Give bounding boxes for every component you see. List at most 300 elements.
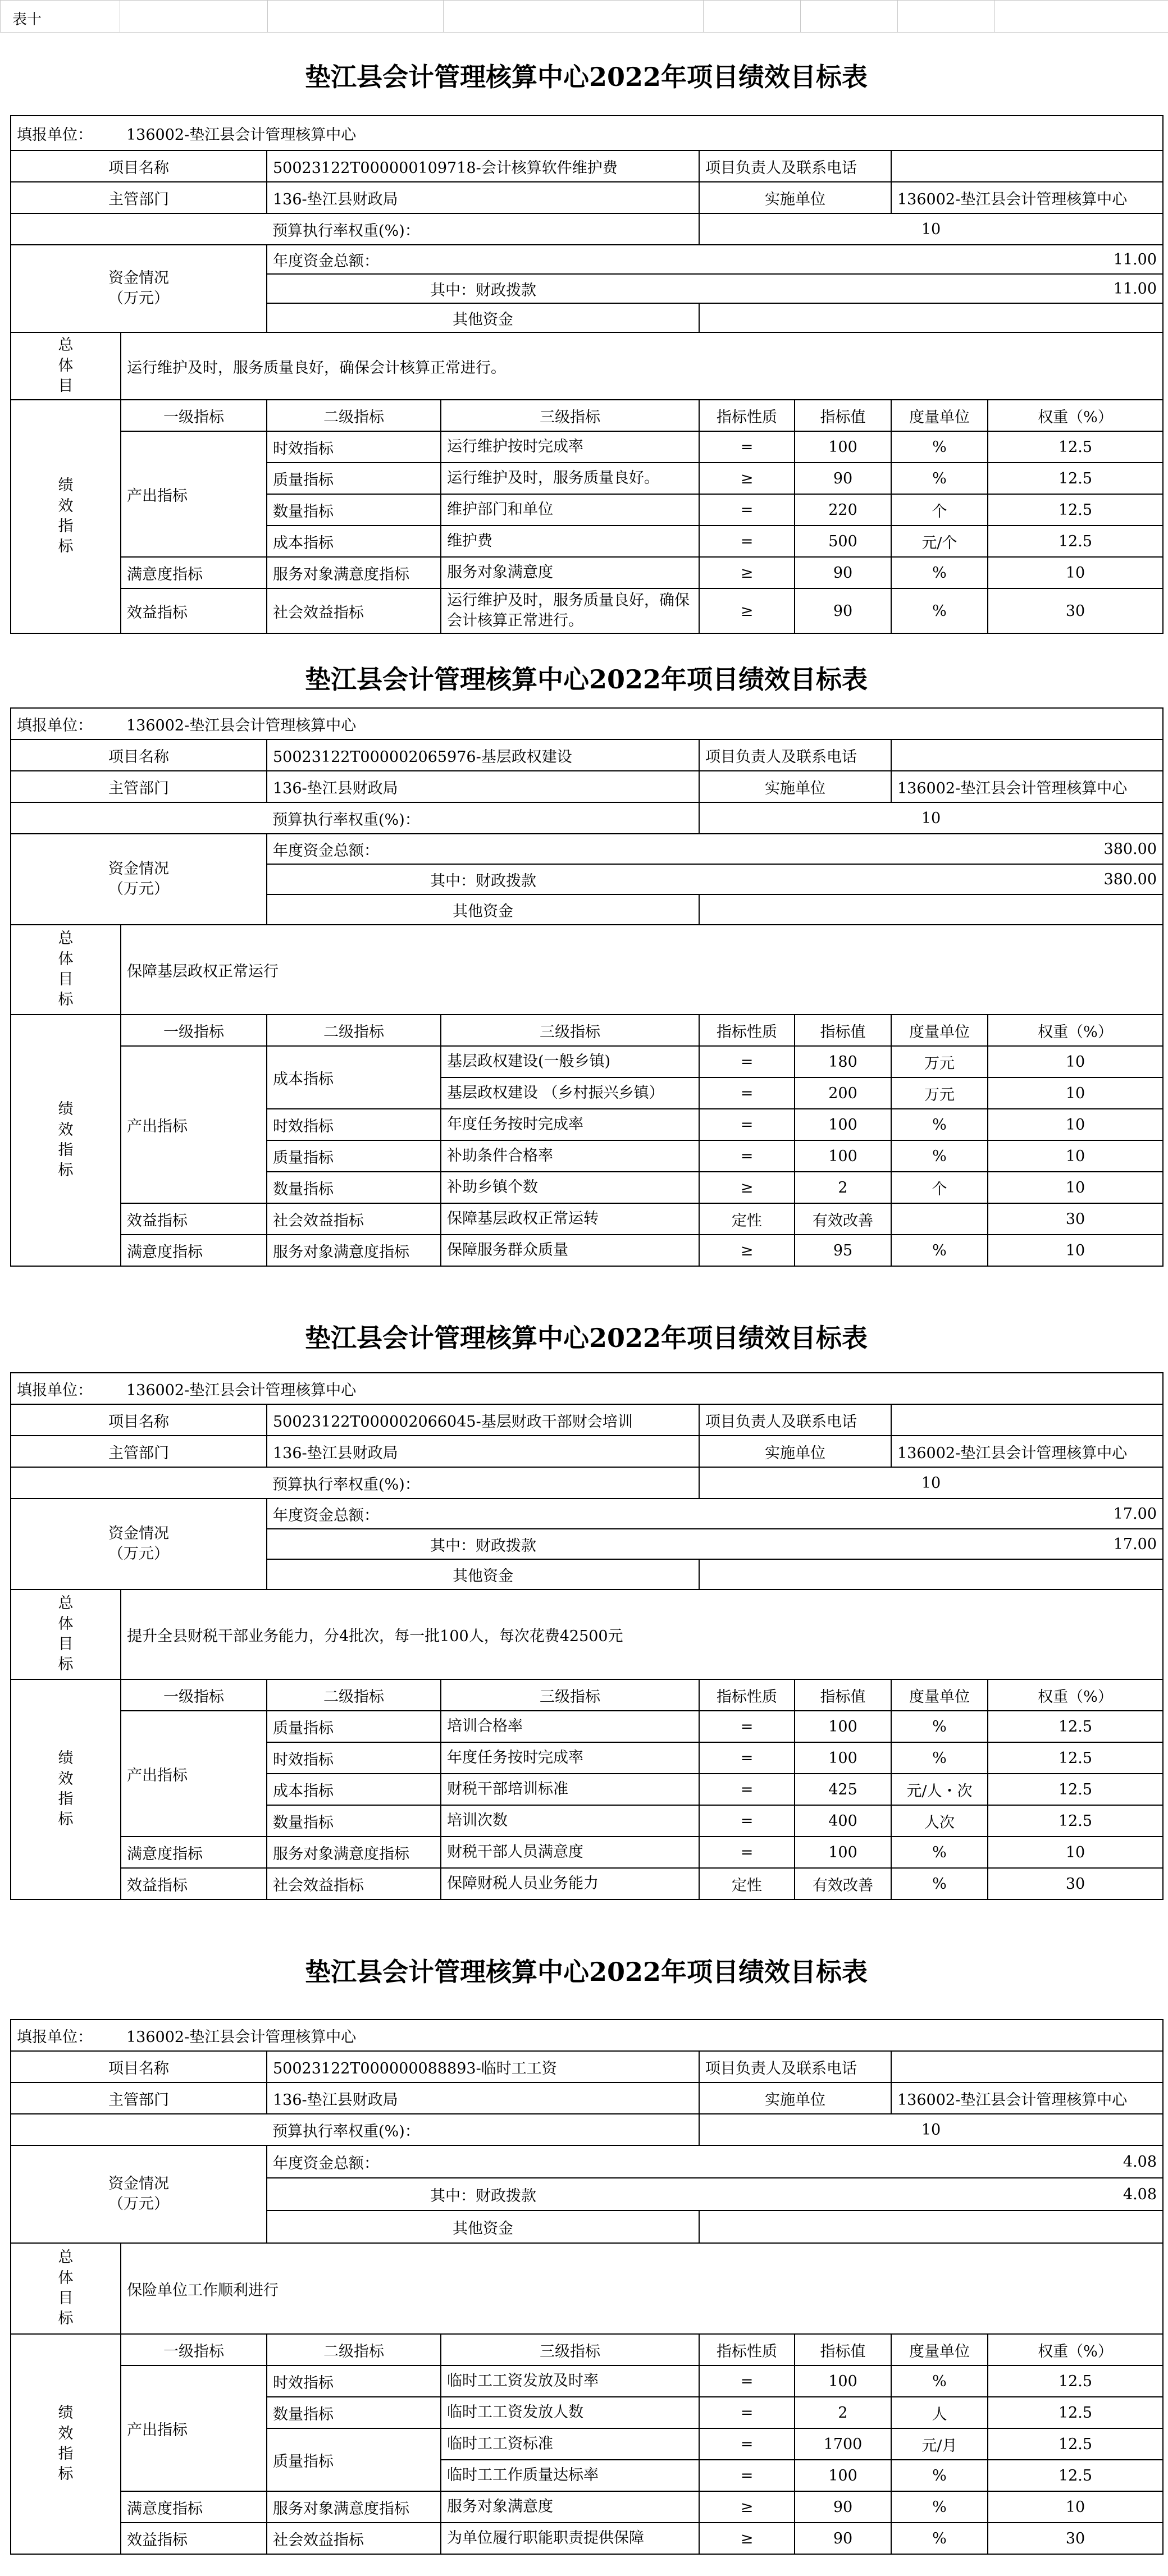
- indicator-weight: 12.5: [988, 526, 1163, 557]
- indicator-weight: 30: [988, 588, 1163, 633]
- performance-table-section: [10, 651, 1162, 1267]
- fund-total-value: 11.00: [699, 245, 1163, 274]
- indicator-unit: 元/月: [891, 2428, 988, 2460]
- indicator-weight: 12.5: [988, 1774, 1163, 1805]
- budget-weight-row: [11, 213, 1163, 245]
- performance-label-text: 绩 效 指 标: [58, 1750, 74, 1829]
- unit-label: 填报单位：: [11, 2020, 121, 2051]
- indicator-value: 400: [795, 1805, 891, 1837]
- indicator-level3: 为单位履行职能职责提供保障: [441, 2523, 699, 2554]
- overall-goal-label: [11, 1590, 121, 1679]
- indicator-level1: 满意度指标: [121, 2491, 267, 2523]
- overall-goal-text: 运行维护及时，服务质量良好，确保会计核算正常进行。: [121, 332, 1163, 400]
- indicator-level2: 时效指标: [267, 2365, 441, 2397]
- budget-weight-value: 10: [699, 1467, 1163, 1499]
- budget-weight-row: [11, 1467, 1163, 1499]
- impl-label: 实施单位: [699, 2082, 891, 2114]
- indicator-weight: 30: [988, 2523, 1163, 2554]
- indicator-nature: 定性: [699, 1203, 795, 1235]
- indicator-header: 三级指标: [441, 2334, 699, 2365]
- indicator-row: [11, 2491, 1163, 2523]
- fund-other-value: [699, 1559, 1163, 1590]
- indicator-nature: ≥: [699, 2491, 795, 2523]
- unit-value: 136002-垫江县会计管理核算中心: [121, 116, 1163, 150]
- indicator-level1: 满意度指标: [121, 557, 267, 588]
- impl-value: 136002-垫江县会计管理核算中心: [891, 182, 1163, 213]
- overall-goal-row: [11, 332, 1163, 400]
- indicator-nature: =: [699, 1742, 795, 1774]
- indicator-level2: 质量指标: [267, 2428, 441, 2491]
- indicator-weight: 10: [988, 2491, 1163, 2523]
- indicator-header-row: [11, 1679, 1163, 1711]
- fund-total-label: 年度资金总额：: [267, 834, 699, 864]
- leader-label: 项目负责人及联系电话: [699, 1404, 891, 1436]
- overall-goal-text: 保障基层政权正常运行: [121, 925, 1163, 1015]
- unit-value: 136002-垫江县会计管理核算中心: [121, 2020, 1163, 2051]
- indicator-nature: =: [699, 2365, 795, 2397]
- indicator-header: 一级指标: [121, 1015, 267, 1046]
- indicator-unit: 人: [891, 2397, 988, 2428]
- indicator-value: 100: [795, 2460, 891, 2491]
- indicator-value: 425: [795, 1774, 891, 1805]
- indicator-header: 指标值: [795, 1015, 891, 1046]
- unit-value: 136002-垫江县会计管理核算中心: [121, 1373, 1163, 1404]
- project-row: [11, 739, 1163, 771]
- overall-goal-text: 提升全县财税干部业务能力，分4批次，每一批100人，每次花费42500元: [121, 1590, 1163, 1679]
- fund-label-line2: （万元）: [108, 2195, 169, 2213]
- indicator-value: 2: [795, 1172, 891, 1203]
- project-label: 项目名称: [11, 739, 267, 771]
- indicator-level3: 财税干部培训标准: [441, 1774, 699, 1805]
- indicator-level2: 服务对象满意度指标: [267, 2491, 441, 2523]
- indicator-weight: 12.5: [988, 463, 1163, 494]
- indicator-header: 指标性质: [699, 400, 795, 431]
- indicator-unit: %: [891, 1109, 988, 1140]
- indicator-unit: 人次: [891, 1805, 988, 1837]
- indicator-weight: 10: [988, 1109, 1163, 1140]
- fund-total-row: [11, 2145, 1163, 2178]
- overall-goal-label: [11, 2243, 121, 2334]
- indicator-header-row: [11, 1015, 1163, 1046]
- indicator-level3: 服务对象满意度: [441, 557, 699, 588]
- indicator-weight: 12.5: [988, 1711, 1163, 1742]
- indicator-value: 180: [795, 1046, 891, 1077]
- performance-label-text: 绩 效 指 标: [58, 477, 74, 556]
- indicator-level3: 补助条件合格率: [441, 1140, 699, 1172]
- project-name: 50023122T000002066045-基层财政干部财会培训: [267, 1404, 699, 1436]
- fund-label: [11, 1499, 267, 1590]
- fund-fiscal-label: 其中：财政拨款: [267, 864, 699, 894]
- fund-total-label: 年度资金总额：: [267, 2145, 699, 2178]
- indicator-level2: 服务对象满意度指标: [267, 557, 441, 588]
- dept-label: 主管部门: [11, 182, 267, 213]
- overall-goal-row: [11, 1590, 1163, 1679]
- indicator-header: 度量单位: [891, 2334, 988, 2365]
- fund-fiscal-label: 其中：财政拨款: [267, 2178, 699, 2210]
- indicator-value: 有效改善: [795, 1203, 891, 1235]
- project-label: 项目名称: [11, 150, 267, 182]
- indicator-unit: 万元: [891, 1077, 988, 1109]
- indicator-level3: 年度任务按时完成率: [441, 1742, 699, 1774]
- page-label: 表十: [12, 11, 42, 28]
- fund-other-label: 其他资金: [267, 1559, 699, 1590]
- leader-label: 项目负责人及联系电话: [699, 150, 891, 182]
- unit-label: 填报单位：: [11, 708, 121, 739]
- indicator-header: 一级指标: [121, 1679, 267, 1711]
- fund-label: [11, 2145, 267, 2243]
- indicator-unit: %: [891, 2523, 988, 2554]
- unit-label: 填报单位：: [11, 1373, 121, 1404]
- indicator-row: [11, 1837, 1163, 1868]
- indicator-level2: 社会效益指标: [267, 588, 441, 633]
- unit-row: [11, 1373, 1163, 1404]
- unit-row: [11, 116, 1163, 150]
- fund-other-value: [699, 2210, 1163, 2243]
- indicator-row: [11, 1046, 1163, 1077]
- indicator-weight: 10: [988, 1077, 1163, 1109]
- fund-other-value: [699, 894, 1163, 925]
- indicator-header: 度量单位: [891, 400, 988, 431]
- impl-value: 136002-垫江县会计管理核算中心: [891, 1436, 1163, 1467]
- performance-label: [11, 2334, 121, 2554]
- indicator-unit: %: [891, 1235, 988, 1266]
- indicator-level2: 时效指标: [267, 1109, 441, 1140]
- indicator-level3: 保障基层政权正常运转: [441, 1203, 699, 1235]
- indicator-header: 二级指标: [267, 1015, 441, 1046]
- dept-label: 主管部门: [11, 771, 267, 802]
- overall-goal-label-text: 总 体 目 标: [58, 930, 74, 1009]
- indicator-level3: 运行维护按时完成率: [441, 431, 699, 463]
- indicator-header: 二级指标: [267, 400, 441, 431]
- indicator-level1: 产出指标: [121, 431, 267, 557]
- indicator-nature: ≥: [699, 1172, 795, 1203]
- goal-table: [10, 707, 1164, 1267]
- indicator-nature: =: [699, 494, 795, 526]
- indicator-nature: ≥: [699, 557, 795, 588]
- indicator-level3: 财税干部人员满意度: [441, 1837, 699, 1868]
- fund-total-label: 年度资金总额：: [267, 1499, 699, 1529]
- indicator-header: 三级指标: [441, 1015, 699, 1046]
- dept-value: 136-垫江县财政局: [267, 182, 699, 213]
- indicator-value: 100: [795, 1140, 891, 1172]
- project-label: 项目名称: [11, 1404, 267, 1436]
- performance-label: [11, 400, 121, 633]
- indicator-level3: 服务对象满意度: [441, 2491, 699, 2523]
- indicator-value: 90: [795, 557, 891, 588]
- indicator-level1: 产出指标: [121, 2365, 267, 2491]
- indicator-level2: 时效指标: [267, 1742, 441, 1774]
- indicator-nature: ≥: [699, 588, 795, 633]
- indicator-value: 1700: [795, 2428, 891, 2460]
- indicator-weight: 12.5: [988, 2397, 1163, 2428]
- indicator-level3: 临时工工资发放人数: [441, 2397, 699, 2428]
- budget-weight-label: 预算执行率权重(%)：: [267, 802, 699, 834]
- fund-other-label: 其他资金: [267, 303, 699, 332]
- indicator-nature: =: [699, 526, 795, 557]
- indicator-level3: 维护费: [441, 526, 699, 557]
- indicator-level3: 基层政权建设 （乡村振兴乡镇）: [441, 1077, 699, 1109]
- dept-value: 136-垫江县财政局: [267, 1436, 699, 1467]
- indicator-header: 指标性质: [699, 1679, 795, 1711]
- fund-label: [11, 245, 267, 332]
- dept-value: 136-垫江县财政局: [267, 2082, 699, 2114]
- indicator-unit: %: [891, 2460, 988, 2491]
- indicator-nature: ≥: [699, 2523, 795, 2554]
- indicator-level1: 效益指标: [121, 588, 267, 633]
- indicator-weight: 12.5: [988, 494, 1163, 526]
- indicator-weight: 12.5: [988, 1805, 1163, 1837]
- dept-label: 主管部门: [11, 1436, 267, 1467]
- indicator-header: 二级指标: [267, 2334, 441, 2365]
- fund-total-value: 380.00: [699, 834, 1163, 864]
- indicator-header: 一级指标: [121, 400, 267, 431]
- dept-label: 主管部门: [11, 2082, 267, 2114]
- impl-label: 实施单位: [699, 182, 891, 213]
- table-title: 垫江县会计管理核算中心2022年项目绩效目标表: [304, 1323, 868, 1353]
- performance-label: [11, 1015, 121, 1266]
- performance-table-section: [10, 1925, 1162, 2555]
- indicator-value: 90: [795, 588, 891, 633]
- indicator-level3: 临时工工作质量达标率: [441, 2460, 699, 2491]
- indicator-row: [11, 2365, 1163, 2397]
- department-row: [11, 2082, 1163, 2114]
- leader-value: [891, 739, 1163, 771]
- indicator-weight: 10: [988, 1172, 1163, 1203]
- unit-row: [11, 2020, 1163, 2051]
- performance-table-section: [10, 39, 1162, 634]
- indicator-header: 权重（%）: [988, 1679, 1163, 1711]
- indicator-weight: 12.5: [988, 1742, 1163, 1774]
- budget-weight-value: 10: [699, 213, 1163, 245]
- indicator-value: 220: [795, 494, 891, 526]
- indicator-weight: 10: [988, 1046, 1163, 1077]
- indicator-level3: 培训次数: [441, 1805, 699, 1837]
- indicator-level3: 补助乡镇个数: [441, 1172, 699, 1203]
- budget-weight-label: 预算执行率权重(%)：: [267, 1467, 699, 1499]
- indicator-level3: 培训合格率: [441, 1711, 699, 1742]
- indicator-header: 指标值: [795, 1679, 891, 1711]
- leader-value: [891, 1404, 1163, 1436]
- indicator-nature: =: [699, 2428, 795, 2460]
- indicator-value: 90: [795, 2523, 891, 2554]
- indicator-level3: 保障财税人员业务能力: [441, 1868, 699, 1899]
- indicator-weight: 12.5: [988, 431, 1163, 463]
- performance-label: [11, 1679, 121, 1899]
- fund-total-value: 4.08: [699, 2145, 1163, 2178]
- indicator-level2: 成本指标: [267, 526, 441, 557]
- fund-label: [11, 834, 267, 925]
- indicator-level3: 临时工工资发放及时率: [441, 2365, 699, 2397]
- budget-weight-blank: [11, 2114, 267, 2145]
- indicator-level3: 年度任务按时完成率: [441, 1109, 699, 1140]
- indicator-nature: =: [699, 1805, 795, 1837]
- indicator-nature: =: [699, 1774, 795, 1805]
- impl-value: 136002-垫江县会计管理核算中心: [891, 2082, 1163, 2114]
- indicator-value: 95: [795, 1235, 891, 1266]
- overall-goal-text: 保险单位工作顺利进行: [121, 2243, 1163, 2334]
- table-title: 垫江县会计管理核算中心2022年项目绩效目标表: [304, 62, 868, 92]
- indicator-unit: %: [891, 588, 988, 633]
- indicator-unit: %: [891, 463, 988, 494]
- impl-value: 136002-垫江县会计管理核算中心: [891, 771, 1163, 802]
- indicator-unit: %: [891, 1868, 988, 1899]
- indicator-value: 2: [795, 2397, 891, 2428]
- indicator-level1: 效益指标: [121, 1868, 267, 1899]
- budget-weight-value: 10: [699, 2114, 1163, 2145]
- fund-label-line2: （万元）: [108, 1545, 169, 1563]
- fund-fiscal-value: 380.00: [699, 864, 1163, 894]
- indicator-level2: 社会效益指标: [267, 2523, 441, 2554]
- goal-table: [10, 1372, 1164, 1900]
- indicator-header: 二级指标: [267, 1679, 441, 1711]
- fund-label-line1: 资金情况: [108, 860, 169, 878]
- overall-goal-label-text: 总 体 目 标: [58, 1595, 74, 1674]
- project-name: 50023122T000000109718-会计核算软件维护费: [267, 150, 699, 182]
- indicator-header: 三级指标: [441, 1679, 699, 1711]
- budget-weight-row: [11, 802, 1163, 834]
- indicator-level2: 成本指标: [267, 1774, 441, 1805]
- indicator-unit: %: [891, 2491, 988, 2523]
- indicator-header-row: [11, 2334, 1163, 2365]
- indicator-nature: =: [699, 1140, 795, 1172]
- indicator-weight: 10: [988, 1837, 1163, 1868]
- project-row: [11, 1404, 1163, 1436]
- fund-label-line1: 资金情况: [108, 2175, 169, 2193]
- fund-label-line1: 资金情况: [108, 269, 169, 287]
- department-row: [11, 182, 1163, 213]
- budget-weight-label: 预算执行率权重(%)：: [267, 213, 699, 245]
- indicator-weight: 30: [988, 1203, 1163, 1235]
- indicator-level2: 数量指标: [267, 1172, 441, 1203]
- fund-total-row: [11, 245, 1163, 274]
- indicator-level3: 临时工工资标准: [441, 2428, 699, 2460]
- fund-total-row: [11, 1499, 1163, 1529]
- indicator-header: 度量单位: [891, 1679, 988, 1711]
- indicator-level2: 数量指标: [267, 1805, 441, 1837]
- indicator-nature: =: [699, 2460, 795, 2491]
- table-title: 垫江县会计管理核算中心2022年项目绩效目标表: [304, 664, 868, 695]
- indicator-row: [11, 1203, 1163, 1235]
- indicator-weight: 10: [988, 1235, 1163, 1266]
- fund-label-line2: （万元）: [108, 290, 169, 307]
- indicator-row: [11, 588, 1163, 633]
- fund-other-label: 其他资金: [267, 894, 699, 925]
- indicator-unit: [891, 1203, 988, 1235]
- overall-goal-label: [11, 332, 121, 400]
- overall-goal-label-text: 总 体 目: [58, 336, 74, 395]
- indicator-unit: %: [891, 2365, 988, 2397]
- fund-label-line2: （万元）: [108, 880, 169, 898]
- budget-weight-row: [11, 2114, 1163, 2145]
- indicator-level3: 保障服务群众质量: [441, 1235, 699, 1266]
- indicator-level1: 满意度指标: [121, 1837, 267, 1868]
- fund-total-value: 17.00: [699, 1499, 1163, 1529]
- indicator-unit: %: [891, 1837, 988, 1868]
- indicator-nature: =: [699, 1077, 795, 1109]
- indicator-header: 指标值: [795, 400, 891, 431]
- overall-goal-row: [11, 2243, 1163, 2334]
- fund-fiscal-value: 4.08: [699, 2178, 1163, 2210]
- indicator-nature: =: [699, 1109, 795, 1140]
- budget-weight-blank: [11, 1467, 267, 1499]
- leader-label: 项目负责人及联系电话: [699, 739, 891, 771]
- budget-weight-value: 10: [699, 802, 1163, 834]
- indicator-header: 三级指标: [441, 400, 699, 431]
- indicator-value: 90: [795, 463, 891, 494]
- indicator-level2: 社会效益指标: [267, 1203, 441, 1235]
- indicator-header: 指标性质: [699, 2334, 795, 2365]
- indicator-value: 100: [795, 431, 891, 463]
- indicator-header: 一级指标: [121, 2334, 267, 2365]
- fund-fiscal-value: 11.00: [699, 274, 1163, 303]
- overall-goal-label: [11, 925, 121, 1015]
- indicator-level2: 服务对象满意度指标: [267, 1235, 441, 1266]
- indicator-row: [11, 431, 1163, 463]
- dept-value: 136-垫江县财政局: [267, 771, 699, 802]
- unit-label: 填报单位：: [11, 116, 121, 150]
- indicator-unit: 万元: [891, 1046, 988, 1077]
- indicator-level2: 社会效益指标: [267, 1868, 441, 1899]
- performance-table-section: [10, 1304, 1162, 1900]
- indicator-value: 有效改善: [795, 1868, 891, 1899]
- indicator-level1: 效益指标: [121, 2523, 267, 2554]
- indicator-level2: 服务对象满意度指标: [267, 1837, 441, 1868]
- indicator-weight: 12.5: [988, 2365, 1163, 2397]
- indicator-level1: 产出指标: [121, 1711, 267, 1837]
- indicator-row: [11, 1868, 1163, 1899]
- indicator-weight: 30: [988, 1868, 1163, 1899]
- performance-label-text: 绩 效 指 标: [58, 1100, 74, 1180]
- fund-total-row: [11, 834, 1163, 864]
- indicator-nature: ≥: [699, 1235, 795, 1266]
- impl-label: 实施单位: [699, 1436, 891, 1467]
- indicator-nature: =: [699, 1046, 795, 1077]
- indicator-nature: =: [699, 1711, 795, 1742]
- indicator-unit: 元/人・次: [891, 1774, 988, 1805]
- indicator-header: 权重（%）: [988, 1015, 1163, 1046]
- indicator-unit: %: [891, 557, 988, 588]
- performance-label-text: 绩 效 指 标: [58, 2404, 74, 2483]
- project-name: 50023122T000000088893-临时工工资: [267, 2051, 699, 2082]
- fund-label-line1: 资金情况: [108, 1524, 169, 1542]
- indicator-level1: 产出指标: [121, 1046, 267, 1203]
- project-row: [11, 150, 1163, 182]
- indicator-nature: 定性: [699, 1868, 795, 1899]
- unit-value: 136002-垫江县会计管理核算中心: [121, 708, 1163, 739]
- goal-table: [10, 2019, 1164, 2555]
- indicator-level2: 时效指标: [267, 431, 441, 463]
- indicator-weight: 10: [988, 1140, 1163, 1172]
- indicator-nature: ≥: [699, 463, 795, 494]
- indicator-unit: %: [891, 1742, 988, 1774]
- overall-goal-row: [11, 925, 1163, 1015]
- spreadsheet-top-grid: [0, 0, 1168, 33]
- indicator-value: 100: [795, 1711, 891, 1742]
- leader-label: 项目负责人及联系电话: [699, 2051, 891, 2082]
- indicator-weight: 10: [988, 557, 1163, 588]
- indicator-value: 500: [795, 526, 891, 557]
- impl-label: 实施单位: [699, 771, 891, 802]
- indicator-level2: 质量指标: [267, 1140, 441, 1172]
- indicator-unit: %: [891, 1140, 988, 1172]
- project-label: 项目名称: [11, 2051, 267, 2082]
- indicator-row: [11, 557, 1163, 588]
- indicator-unit: 个: [891, 494, 988, 526]
- indicator-nature: =: [699, 1837, 795, 1868]
- leader-value: [891, 150, 1163, 182]
- indicator-level3: 运行维护及时，服务质量良好，确保会计核算正常进行。: [441, 588, 699, 633]
- project-row: [11, 2051, 1163, 2082]
